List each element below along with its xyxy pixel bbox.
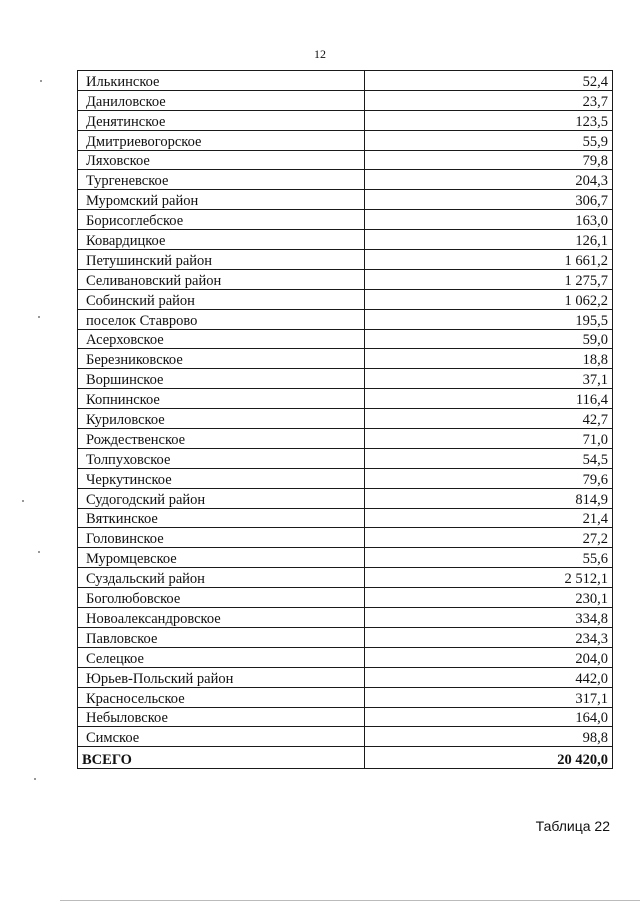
table-row — [78, 468, 613, 488]
row-value: 23,7 — [365, 90, 613, 110]
scan-speck — [40, 80, 42, 82]
row-name: Собинский район — [78, 289, 365, 309]
table-row — [78, 71, 613, 91]
row-value: 52,4 — [365, 71, 613, 91]
table-row — [78, 369, 613, 389]
row-value: 306,7 — [365, 190, 613, 210]
table-row — [78, 647, 613, 667]
row-value: 2 512,1 — [365, 568, 613, 588]
row-value: 230,1 — [365, 588, 613, 608]
row-value: 204,0 — [365, 647, 613, 667]
table-row — [78, 548, 613, 568]
row-name: Куриловское — [78, 409, 365, 429]
table-row — [78, 190, 613, 210]
scan-speck — [22, 500, 24, 502]
table-row — [78, 230, 613, 250]
row-value: 18,8 — [365, 349, 613, 369]
row-name: Черкутинское — [78, 468, 365, 488]
row-name: Воршинское — [78, 369, 365, 389]
table-row — [78, 627, 613, 647]
row-value: 37,1 — [365, 369, 613, 389]
table-row — [78, 727, 613, 747]
row-name: Асерховское — [78, 329, 365, 349]
row-value: 98,8 — [365, 727, 613, 747]
table-row — [78, 349, 613, 369]
table-row — [78, 150, 613, 170]
allocation-table — [77, 70, 613, 769]
table-row — [78, 508, 613, 528]
table-row — [78, 389, 613, 409]
row-name: Новоалександровское — [78, 608, 365, 628]
table-row — [78, 448, 613, 468]
total-label: ВСЕГО — [78, 747, 365, 769]
row-value: 1 062,2 — [365, 289, 613, 309]
row-name: Копнинское — [78, 389, 365, 409]
row-name: Судогодский район — [78, 488, 365, 508]
scan-speck — [38, 316, 40, 318]
row-value: 79,6 — [365, 468, 613, 488]
table-row — [78, 687, 613, 707]
row-value: 163,0 — [365, 210, 613, 230]
row-value: 334,8 — [365, 608, 613, 628]
page-number: 12 — [314, 47, 326, 61]
table-row — [78, 608, 613, 628]
total-value: 20 420,0 — [365, 747, 613, 769]
row-value: 1 661,2 — [365, 250, 613, 270]
table-row — [78, 568, 613, 588]
row-name: Даниловское — [78, 90, 365, 110]
table-row — [78, 309, 613, 329]
table-row — [78, 110, 613, 130]
table-row — [78, 90, 613, 110]
row-name: Муромцевское — [78, 548, 365, 568]
table-row — [78, 528, 613, 548]
row-name: Красносельское — [78, 687, 365, 707]
row-value: 814,9 — [365, 488, 613, 508]
row-name: Юрьев-Польский район — [78, 667, 365, 687]
table-row — [78, 429, 613, 449]
row-name: Муромский район — [78, 190, 365, 210]
table-caption: Таблица 22 — [535, 818, 610, 834]
row-value: 21,4 — [365, 508, 613, 528]
table-body — [78, 71, 613, 769]
row-value: 55,6 — [365, 548, 613, 568]
table-row — [78, 409, 613, 429]
row-name: Толпуховское — [78, 448, 365, 468]
table-row — [78, 130, 613, 150]
row-value: 79,8 — [365, 150, 613, 170]
table-row — [78, 588, 613, 608]
row-value: 116,4 — [365, 389, 613, 409]
row-name: Павловское — [78, 627, 365, 647]
table-row — [78, 289, 613, 309]
row-value: 195,5 — [365, 309, 613, 329]
table-row — [78, 707, 613, 727]
row-value: 317,1 — [365, 687, 613, 707]
row-value: 204,3 — [365, 170, 613, 190]
row-name: Вяткинское — [78, 508, 365, 528]
table-row — [78, 269, 613, 289]
total-row — [78, 747, 613, 769]
row-name: Ковардицкое — [78, 230, 365, 250]
row-value: 234,3 — [365, 627, 613, 647]
row-value: 54,5 — [365, 448, 613, 468]
row-name: Головинское — [78, 528, 365, 548]
row-name: Петушинский район — [78, 250, 365, 270]
row-name: Борисоглебское — [78, 210, 365, 230]
row-name: Ляховское — [78, 150, 365, 170]
row-name: Рождественское — [78, 429, 365, 449]
row-value: 123,5 — [365, 110, 613, 130]
row-value: 27,2 — [365, 528, 613, 548]
table-row — [78, 488, 613, 508]
table-row — [78, 250, 613, 270]
row-value: 442,0 — [365, 667, 613, 687]
row-value: 59,0 — [365, 329, 613, 349]
row-name: Денятинское — [78, 110, 365, 130]
table-row — [78, 667, 613, 687]
row-name: поселок Ставрово — [78, 309, 365, 329]
table-row — [78, 329, 613, 349]
row-value: 71,0 — [365, 429, 613, 449]
scan-speck — [38, 551, 40, 553]
row-value: 126,1 — [365, 230, 613, 250]
row-name: Илькинское — [78, 71, 365, 91]
row-name: Небыловское — [78, 707, 365, 727]
row-name: Боголюбовское — [78, 588, 365, 608]
row-value: 55,9 — [365, 130, 613, 150]
table-row — [78, 170, 613, 190]
row-name: Дмитриевогорское — [78, 130, 365, 150]
row-name: Симское — [78, 727, 365, 747]
row-value: 164,0 — [365, 707, 613, 727]
row-name: Суздальский район — [78, 568, 365, 588]
row-name: Березниковское — [78, 349, 365, 369]
row-name: Тургеневское — [78, 170, 365, 190]
scan-edge-line — [60, 900, 640, 901]
table-row — [78, 210, 613, 230]
row-value: 1 275,7 — [365, 269, 613, 289]
row-value: 42,7 — [365, 409, 613, 429]
row-name: Селецкое — [78, 647, 365, 667]
scan-speck — [34, 778, 36, 780]
row-name: Селивановский район — [78, 269, 365, 289]
